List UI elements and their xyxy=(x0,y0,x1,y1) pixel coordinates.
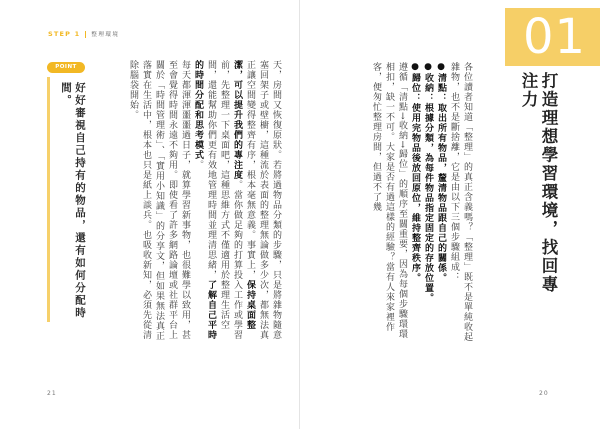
left-paragraph: 事實上， xyxy=(245,240,255,280)
step-item: ●清點：取出所有物品，釐清物品跟自己的關係。 xyxy=(436,62,446,283)
left-paragraph: 。當你做足夠的打算投入工作或學習前，先整理一下桌面吧，這種思維方式不僅適用於整理生活空間，還能幫助你們更有效地管理時間並理清思緒， xyxy=(206,60,242,340)
step-header xyxy=(48,30,119,38)
highlight-time: 了解自己平時的時間分配和思考模式 xyxy=(193,60,216,340)
chapter-title: 打造理想學習環境，找回專注力 xyxy=(519,72,558,294)
chapter-number: 01 xyxy=(523,9,587,65)
left-paragraph: 每天都渾渾噩噩過日子，就算學習新事物，也很難學以致用，甚至會覺得時間永遠不夠用。即使看了許多網路論壇或社群平台上關於「時間管理術」、「實用小知識」的分享文，但如果無法真正落實在生活中，根本也只是紙上談兵。也吸收新知，必須先從清除腦袋開始。 xyxy=(128,60,190,341)
left-page-body xyxy=(106,60,282,345)
step-divider xyxy=(85,31,86,38)
point-callout xyxy=(47,62,87,322)
step-item: ●歸位：使用完物品後放回原位，維持整齊秩序。 xyxy=(410,62,420,283)
chapter-number-block xyxy=(505,8,600,66)
step-item: ●收納：根據分類，為每件物品指定固定的存放位置。 xyxy=(423,62,433,303)
intro-text: 各位讀者知道「整理」的真正含義嗎？「整理」既不是單純收起雜物，也不是斷捨離，它是由以下三個步驟組成： xyxy=(449,62,472,342)
page-number-left: 21 xyxy=(47,390,57,397)
step-title: 整理環境 xyxy=(91,32,120,38)
point-bar xyxy=(47,77,50,322)
point-text: 好好審視自己持有的物品，還有如何分配時間。 xyxy=(60,82,86,320)
page-number-right: 20 xyxy=(539,390,549,397)
step-label: STEP 1 xyxy=(48,30,81,38)
highlight-focus: 保持桌面整潔，可以提升我們的專注度 xyxy=(232,60,255,330)
right-page-body xyxy=(333,62,473,347)
outro-text: 遵循「清點→收納→歸位」的順序至關重要，因為每個步驟環環相扣，缺一不可。大家是否有過這樣的經驗？當有人來家裡作客，便匆忙整理房間，但過不了幾 xyxy=(371,62,407,340)
left-paragraph: 天，房間又恢復原狀。若將過物品分類的步驟，只是將雜物隨意塞回架子或壁櫥，這種流於表面的整理無論做多少次，都無法真正讓空間變得整齊有序，根本毫無意義。 xyxy=(245,60,281,340)
page-spine xyxy=(299,0,300,429)
left-paragraph: 。 xyxy=(193,160,203,170)
point-badge: POINT xyxy=(47,62,85,73)
